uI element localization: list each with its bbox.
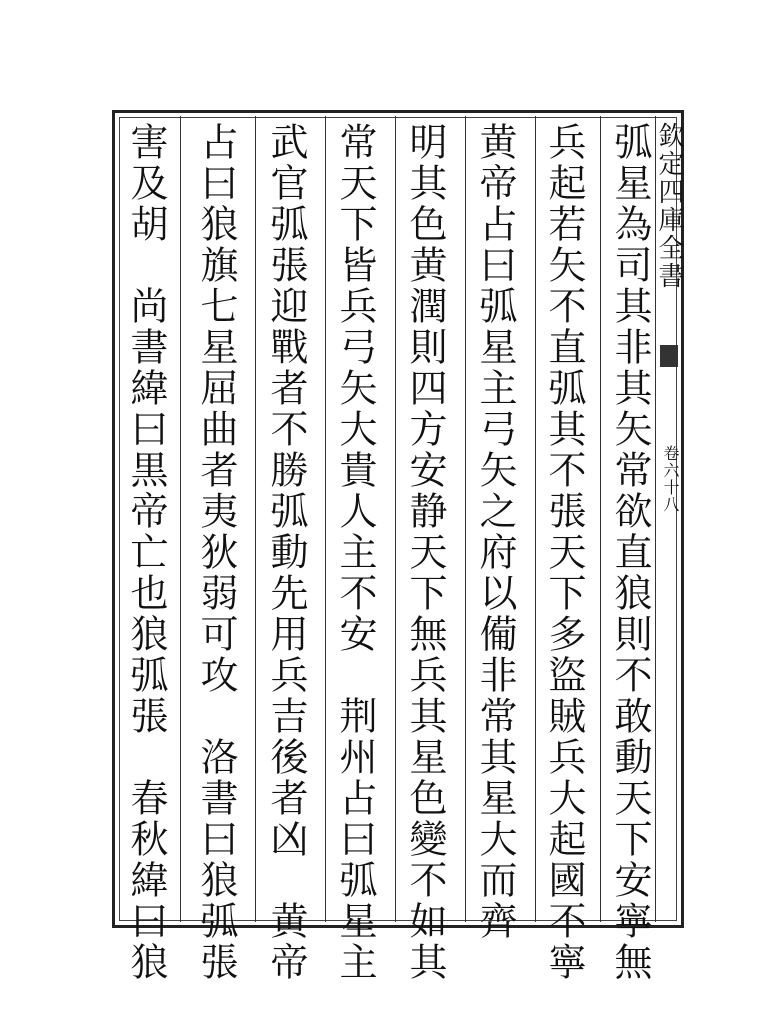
text-column-8: 害及胡 尚書緯曰黒帝亡也狼弧張 春秋緯曰狼 [124, 122, 168, 983]
volume-label: 卷六十八 [661, 445, 680, 513]
text-column-1: 弧星為司其非其矢常欲直狼則不敢動天下安寧無 [608, 122, 652, 983]
text-column-6: 武官弧張迎戰者不勝弧動先用兵吉後者凶 黄帝 [264, 122, 308, 983]
column-rule [465, 116, 466, 922]
text-column-7: 占曰狼旗七星屈曲者夷狄弱可攻 洛書曰狼弧張 [194, 122, 238, 983]
text-column-2: 兵起若矢不直弧其不張天下多盜賊兵大起國不寧 [542, 122, 586, 983]
column-rule [255, 116, 256, 922]
column-rule [395, 116, 396, 922]
text-column-5: 常天下皆兵弓矢大貴人主不安 荆州占曰弧星主 [333, 122, 377, 983]
text-column-4: 明其色黄潤則四方安静天下無兵其星色變不如其 [403, 122, 447, 983]
column-rule [600, 116, 601, 922]
book-title: 欽定四庫全書 [654, 122, 684, 290]
column-rule [325, 116, 326, 922]
text-column-3: 黄帝占曰弧星主弓矢之府以僃非常其星大而齊 [473, 122, 517, 942]
column-rule [180, 116, 181, 922]
fishtail-mark [660, 345, 678, 367]
column-rule [535, 116, 536, 922]
